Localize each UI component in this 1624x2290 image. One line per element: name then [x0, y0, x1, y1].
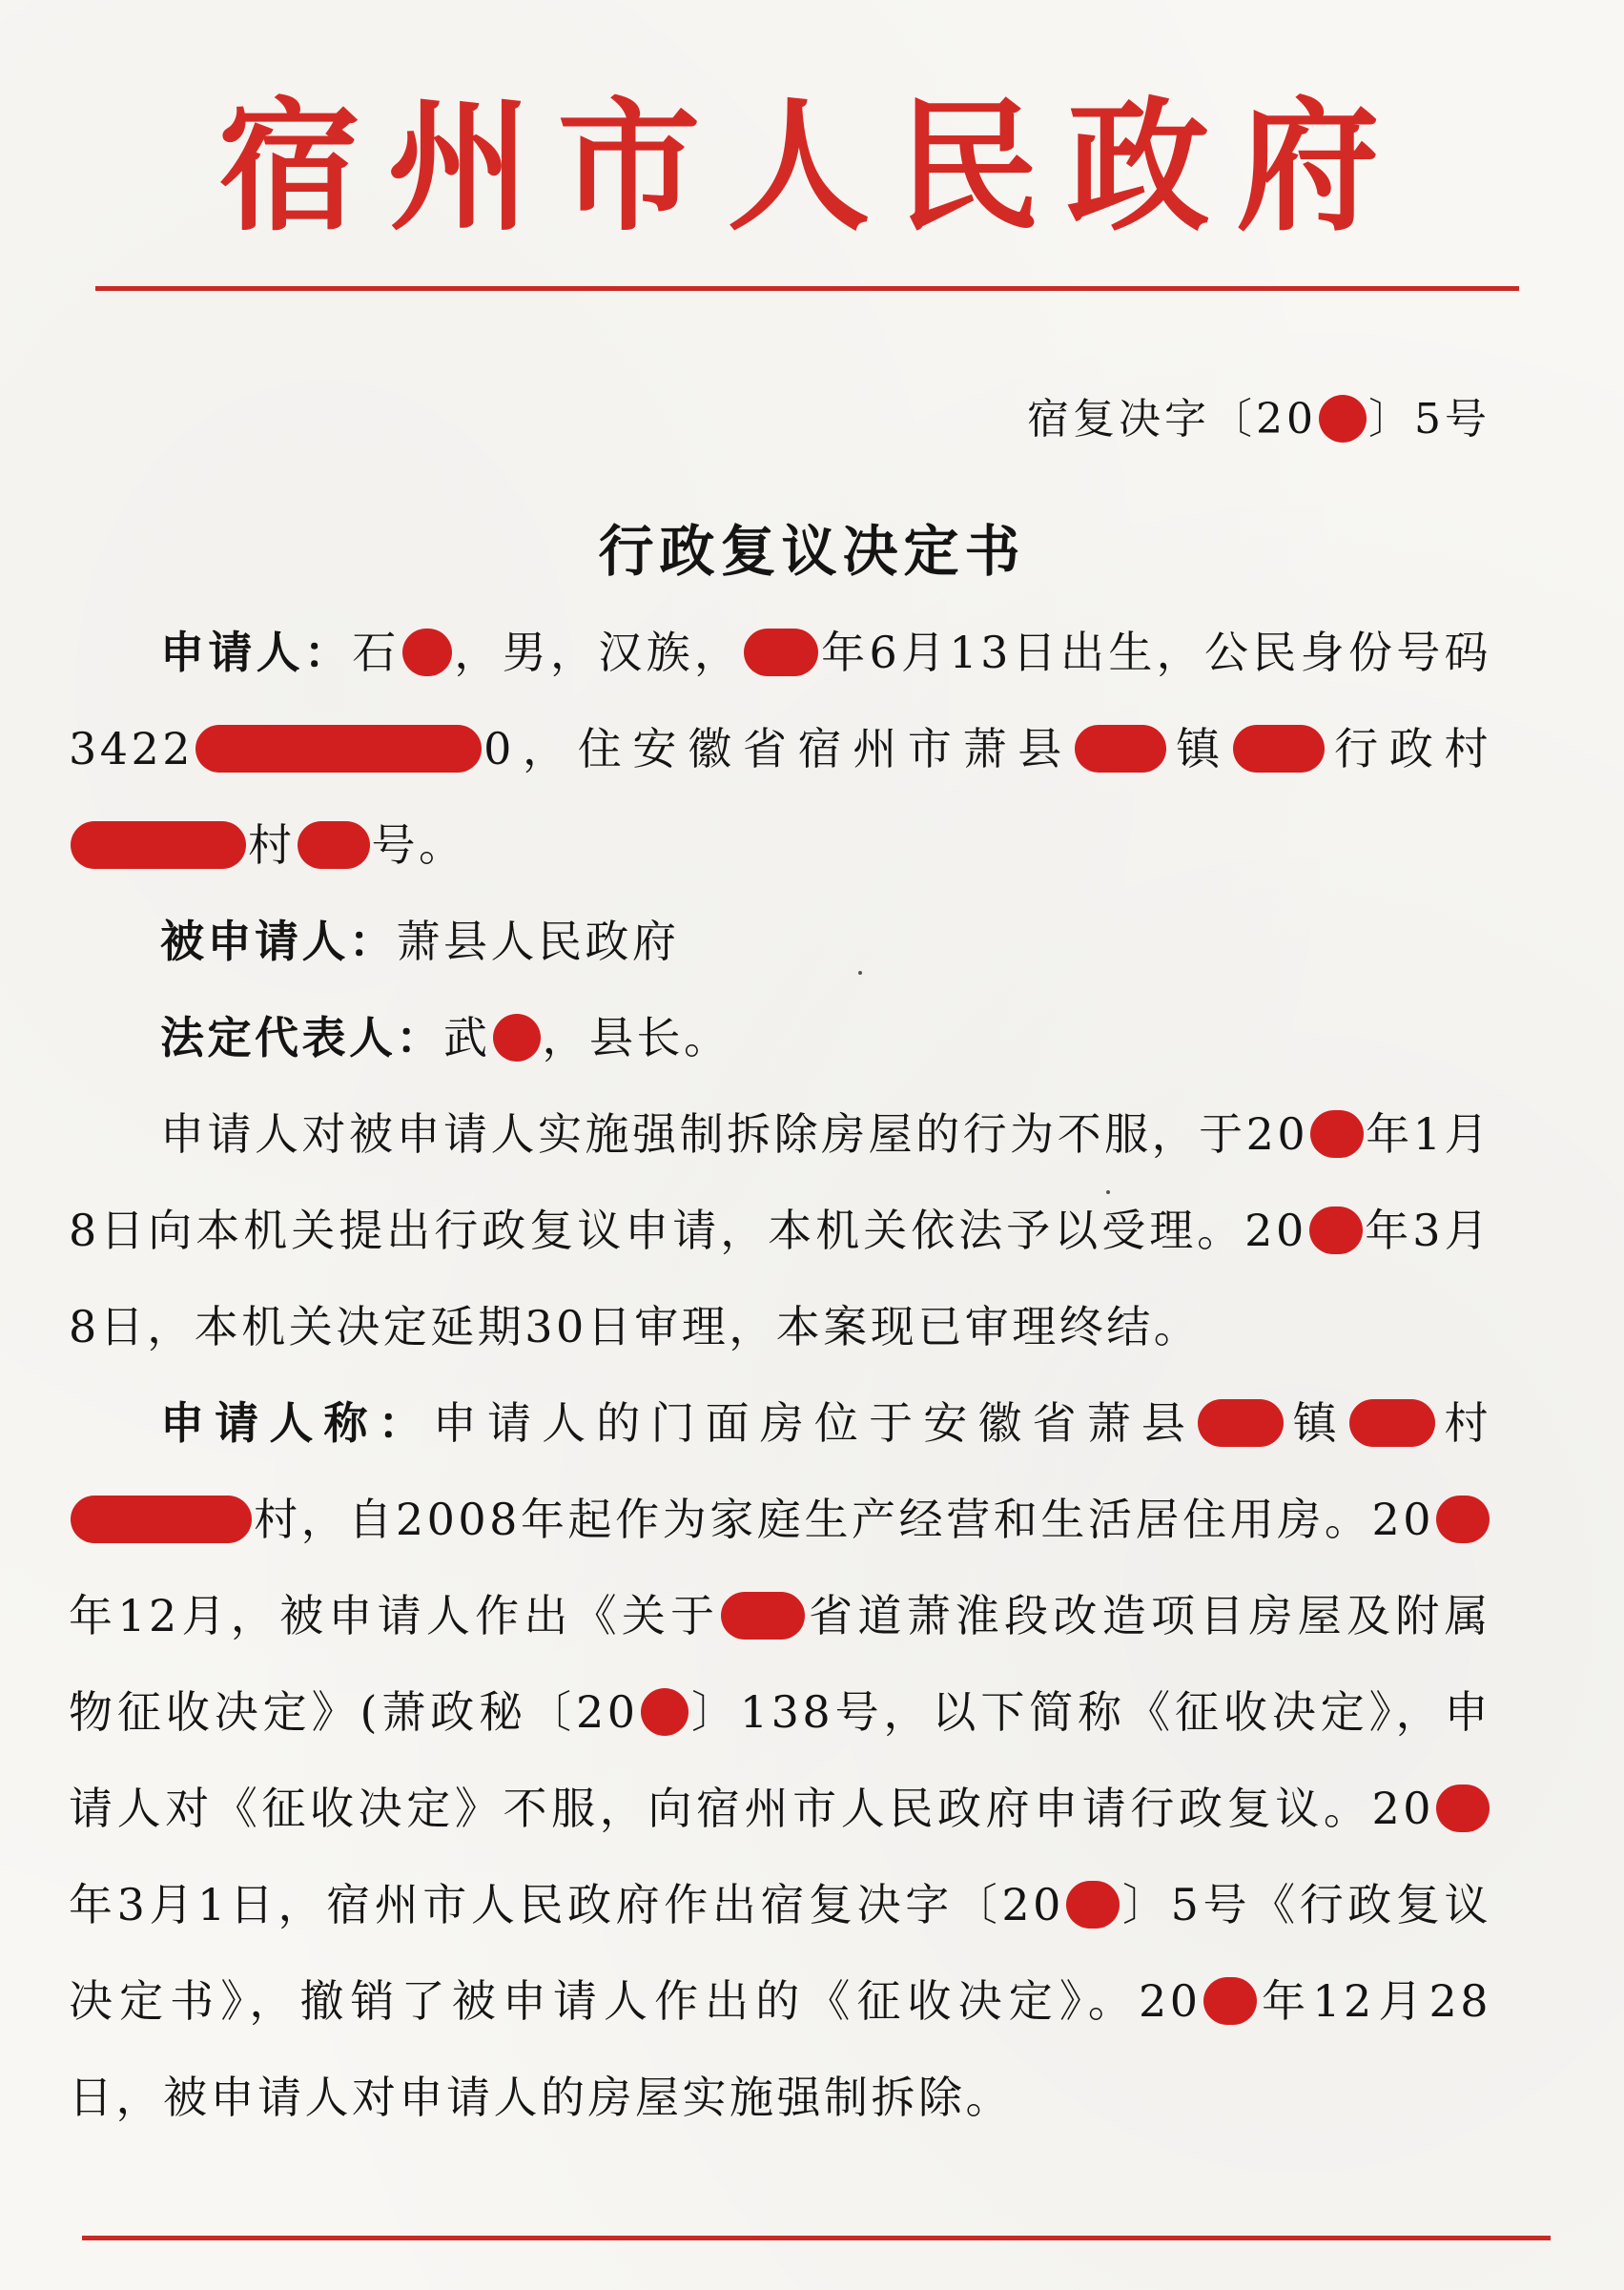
document-title: 行政复议决定书	[598, 519, 1026, 584]
respondent-value: 萧县人民政府	[396, 916, 680, 967]
claims-text: 镇	[1285, 1397, 1347, 1449]
applicant-text: 0，住安徽省宿州市萧县	[483, 723, 1074, 774]
redaction-mark	[1436, 1785, 1490, 1832]
redaction-mark	[402, 629, 452, 676]
redaction-mark	[641, 1688, 689, 1736]
claims-text: 省道萧淮段改造项目房屋及附属物征收决定》(萧政秘〔20	[69, 1590, 1491, 1738]
applicant-text: 号。	[371, 819, 466, 871]
redaction-mark	[493, 1014, 541, 1062]
applicant-text: 年6月13日出生，公民身份号码3422	[69, 627, 1492, 774]
claims-text: 年12月28日，被申请人对申请人的房屋实施强制拆除。	[69, 1975, 1491, 2123]
footer-divider	[82, 2236, 1551, 2240]
legal-rep-label: 法定代表人：	[160, 1012, 443, 1063]
redaction-mark	[744, 629, 818, 676]
redaction-mark	[721, 1592, 805, 1640]
header-divider	[95, 286, 1519, 291]
claims-text: 年3月1日，宿州市人民政府作出宿复决字〔20	[69, 1879, 1064, 1930]
procedure-paragraph	[69, 1086, 1491, 1375]
redaction-mark	[1309, 1207, 1363, 1254]
claims-label: 申请人称：	[160, 1397, 433, 1449]
redaction-mark	[1349, 1399, 1435, 1447]
applicant-text: 村	[248, 819, 296, 871]
paper-speck	[1106, 1190, 1110, 1194]
claims-paragraph	[69, 1375, 1491, 2146]
redaction-mark	[1319, 395, 1367, 443]
procedure-text: 申请人对被申请人实施强制拆除房屋的行为不服，于20	[160, 1108, 1309, 1160]
claims-text: 〕138号，以下简称《征收决定》，申请人对《征收决定》不服，向宿州市人民政府申请行政复议。20	[69, 1686, 1491, 1834]
legal-rep-text: ，县长。	[542, 1012, 731, 1063]
claims-text: 〕5号《行政复议决定书》，撤销了被申请人作出的《征收决定》。20	[69, 1879, 1491, 2027]
redaction-mark	[71, 821, 246, 869]
redaction-mark	[298, 821, 370, 869]
claims-text: 申请人的门面房位于安徽省萧县	[432, 1397, 1197, 1449]
applicant-paragraph	[69, 605, 1491, 894]
redaction-mark	[1436, 1496, 1490, 1543]
redaction-mark	[1198, 1399, 1284, 1447]
redaction-mark	[195, 725, 482, 773]
legal-rep-paragraph	[69, 990, 1491, 1086]
procedure-text: 年3月8日，本机关决定延期30日审理，本案现已审理终结。	[69, 1205, 1491, 1352]
claims-text: 年12月，被申请人作出《关于	[69, 1590, 720, 1641]
procedure-text: 年1月8日向本机关提出行政复议申请，本机关依法予以受理。20	[69, 1108, 1491, 1256]
respondent-paragraph	[69, 894, 1491, 990]
document-number	[1027, 386, 1490, 453]
legal-rep-text: 武	[443, 1012, 491, 1063]
redaction-mark	[71, 1496, 252, 1543]
redaction-mark	[1066, 1881, 1120, 1929]
applicant-text: 行政村	[1326, 723, 1492, 774]
doc-number-prefix: 宿复决字〔20	[1027, 395, 1317, 444]
redaction-mark	[1233, 725, 1325, 773]
respondent-label: 被申请人：	[160, 916, 397, 967]
applicant-text: 镇	[1168, 723, 1231, 774]
paper-speck	[858, 971, 862, 975]
applicant-label: 申请人：	[160, 627, 353, 678]
doc-number-suffix: 〕5号	[1368, 395, 1490, 444]
applicant-text: ，男，汉族，	[453, 627, 743, 678]
claims-text: 村	[1436, 1397, 1492, 1449]
redaction-mark	[1075, 725, 1166, 773]
redaction-mark	[1203, 1977, 1257, 2025]
document-body	[69, 605, 1491, 2146]
redaction-mark	[1310, 1110, 1364, 1158]
issuer-heading: 宿州市人民政府	[217, 83, 1407, 251]
claims-text: 村，自2008年起作为家庭生产经营和生活居住用房。20	[254, 1494, 1434, 1545]
applicant-text: 石	[352, 627, 401, 678]
